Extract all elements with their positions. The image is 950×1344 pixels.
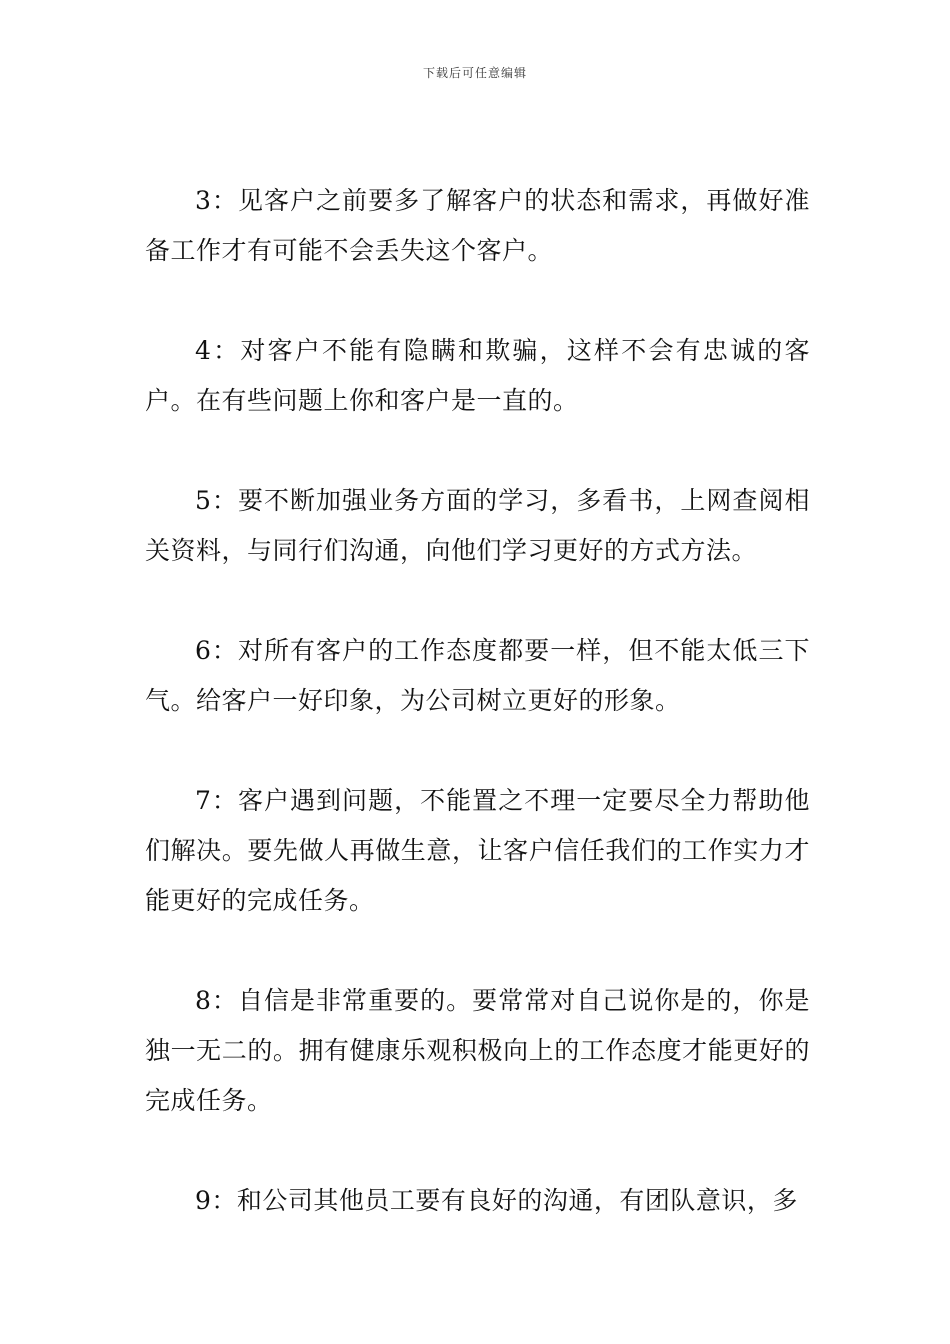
- paragraph-item-9: 9：和公司其他员工要有良好的沟通，有团队意识，多: [195, 1186, 798, 1215]
- paragraph-item-6: 6：对所有客户的工作态度都要一样，但不能太低三下气。给客户一好印象，为公司树立更好的形象。: [145, 636, 810, 715]
- paragraph-item-7: 7：客户遇到问题，不能置之不理一定要尽全力帮助他们解决。要先做人再做生意，让客户信任我们的工作实力才能更好的完成任务。: [145, 786, 810, 915]
- paragraph-item-8: 8：自信是非常重要的。要常常对自己说你是的，你是独一无二的。拥有健康乐观积极向上的工作态度才能更好的完成任务。: [145, 986, 810, 1115]
- paragraph-item-5: 5：要不断加强业务方面的学习，多看书，上网查阅相关资料，与同行们沟通，向他们学习更好的方式方法。: [145, 486, 810, 565]
- document-body: [145, 176, 810, 1276]
- page-header: 下载后可任意编辑: [422, 66, 527, 80]
- paragraph-item-4: 4：对客户不能有隐瞒和欺骗，这样不会有忠诚的客户。在有些问题上你和客户是一直的。: [145, 336, 810, 415]
- paragraph-item-3: 3：见客户之前要多了解客户的状态和需求，再做好准备工作才有可能不会丢失这个客户。: [145, 186, 810, 265]
